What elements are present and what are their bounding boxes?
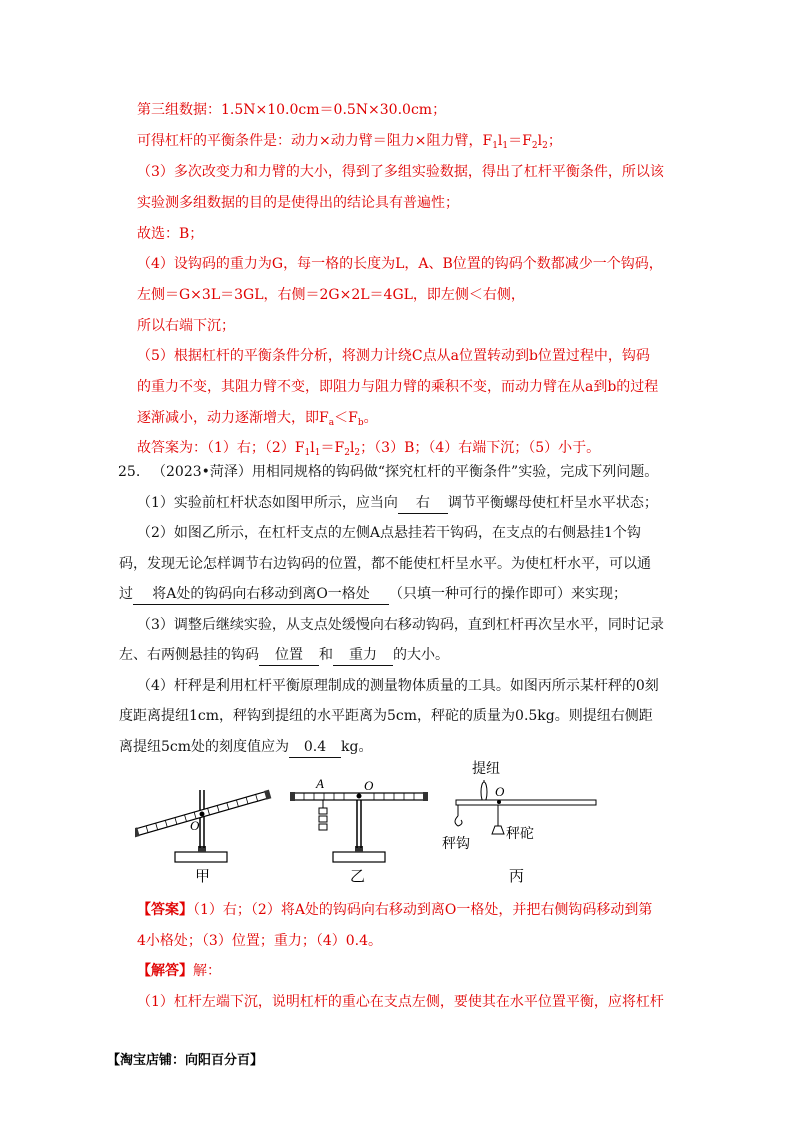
figure-caption: 甲 — [195, 867, 211, 885]
solution-line: 所以右端下沉； — [137, 318, 235, 334]
figure-caption: 丙 — [509, 867, 525, 885]
answer-blank: 位置 — [259, 645, 319, 666]
point-a-label: A — [316, 776, 324, 791]
tiniu-label: 提纽 — [472, 761, 500, 777]
pivot-label: O — [190, 818, 200, 833]
answer-blank: 右 — [398, 493, 448, 514]
solution-line: 实验测多组数据的目的是使得出的结论具有普遍性； — [137, 195, 459, 211]
question-part-2: 过 将A处的钩码向右移动到离O一格处 （只填一种可行的操作即可）来实现； — [119, 584, 627, 605]
question-part-4: （4）杆秤是利用杠杆平衡原理制成的测量物体质量的工具。如图丙所示某杆秤的0刻 — [137, 678, 659, 694]
solution-line: 的重力不变，其阻力臂不变，即阻力与阻力臂的乘积不变，而动力臂在从a到b的过程 — [137, 379, 659, 395]
answer-blank: 0.4 — [289, 737, 341, 758]
solution-line: （3）多次改变力和力臂的大小，得到了多组实验数据，得出了杠杆平衡条件，所以该 — [137, 164, 664, 180]
answer-blank: 将A处的钩码向右移动到离O一格处 — [133, 584, 389, 605]
question-part-4: 离提纽5cm处的刻度值应为 0.4 kg。 — [119, 737, 372, 758]
question-part-4: 度距离提纽1cm，秤钩到提纽的水平距离为5cm，秤砣的质量为0.5kg。则提纽右侧距 — [119, 708, 653, 724]
solution-line: 左侧＝G×3L＝3GL，右侧＝2G×2L＝4GL，即左侧＜右侧， — [137, 287, 525, 303]
solution-line: （5）根据杠杆的平衡条件分析，将测力计绕C点从a位置转动到b位置过程中，钩码 — [137, 348, 650, 364]
solution-line: 逐渐减小，动力逐渐增大，即$F_a<F_b$。 — [137, 410, 378, 428]
question-part-1: （1）实验前杠杆状态如图甲所示，应当向 右 调节平衡螺母使杠杆呈水平状态； — [137, 493, 658, 514]
solution-answer-line: 故答案为：（1）右；$(2)F_1l_1=F_2l_2$；（3）B；（4）右端下沉；（5）小于。 — [137, 440, 601, 458]
figure-jia — [135, 770, 275, 865]
solution-line: 可得杠杆的平衡条件是：动力×动力臂＝阻力×阻力臂，$F_1l_1=F_2l_2$； — [137, 133, 562, 151]
pivot-label: O — [495, 784, 505, 799]
chengtuo-label: 秤砣 — [506, 826, 534, 842]
question-part-3: （3）调整后继续实验，从支点处缓慢向右移动钩码，直到杠杆再次呈水平，同时记录 — [137, 617, 664, 633]
question-part-3: 左、右两侧悬挂的钩码 位置 和 重力 的大小。 — [119, 645, 449, 666]
answer-line: 4小格处；（3）位置；重力；（4）0.4。 — [137, 933, 382, 949]
figure-yi — [288, 770, 428, 865]
chenggou-label: 秤钩 — [442, 836, 470, 852]
footer-shop-name: 【淘宝店铺：向阳百分百】 — [107, 1053, 264, 1068]
question-part-2: 码，发现无论怎样调节右边钩码的位置，都不能使杠杆呈水平。为使杠杆水平，可以通 — [119, 556, 651, 572]
question-stem: （2023•菏泽）用相同规格的钩码做“探究杠杆的平衡条件”实验，完成下列问题。 — [152, 464, 659, 480]
answer-line: 【答案】（1）右；（2）将A处的钩码向右移动到离O一格处，并把右侧钩码移动到第 — [137, 902, 653, 918]
figure-bing — [440, 758, 610, 858]
pivot-label: O — [364, 778, 374, 793]
answer-blank: 重力 — [333, 645, 393, 666]
question-number: 25. — [118, 464, 141, 480]
question-part-2: （2）如图乙所示，在杠杆支点的左侧A点悬挂若干钩码，在支点的右侧悬挂1个钩 — [137, 525, 641, 541]
answer-line: （1）杠杆左端下沉，说明杠杆的重心在支点左侧，要使其在水平位置平衡，应将杠杆 — [137, 994, 664, 1010]
figure-caption: 乙 — [350, 867, 366, 885]
solution-line: （4）设钩码的重力为G，每一格的长度为L，A、B位置的钩码个数都减少一个钩码， — [137, 256, 663, 272]
solution-line: 故选：B； — [137, 226, 204, 242]
solution-line: 第三组数据：1.5N×10.0cm＝0.5N×30.0cm； — [137, 102, 447, 118]
jieda-line: 【解答】解： — [137, 963, 221, 979]
